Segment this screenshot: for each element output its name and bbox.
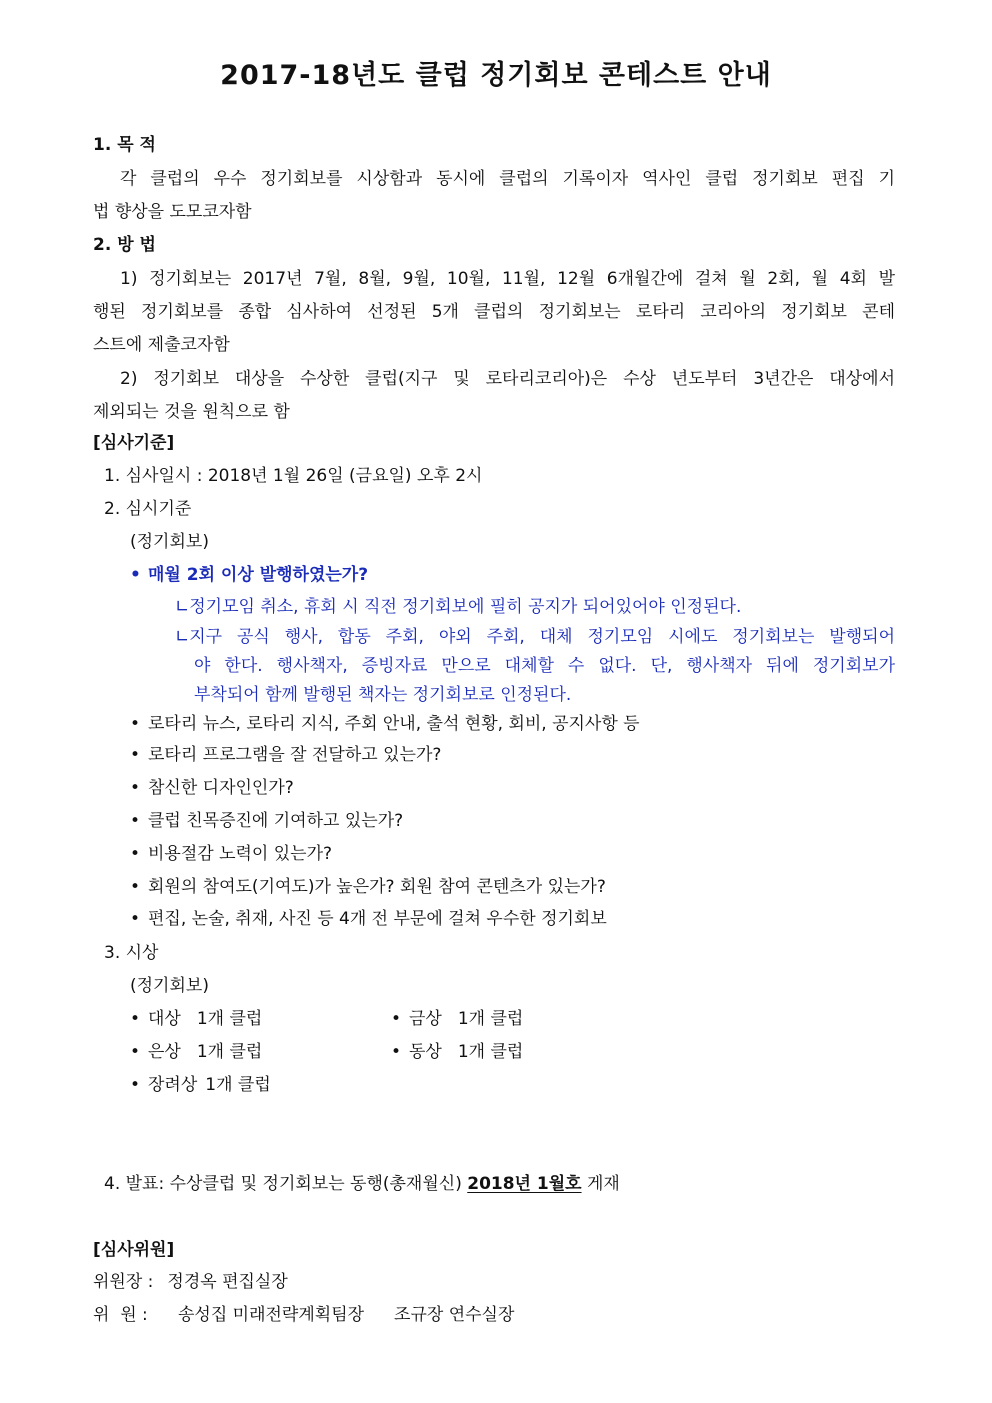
purpose-heading: 1. 목 적 [93, 135, 156, 155]
method-item1-line-3: 스트에 제출코자함 [93, 335, 230, 355]
chair-name: 정경옥 편집실장 [167, 1272, 288, 1292]
award-count: 1개 클럽 [205, 1075, 271, 1095]
award-name: 금상 [409, 1009, 442, 1029]
bullet-text: 참신한 디자인인가? [148, 778, 294, 798]
announcement-prefix: 4. 발표: 수상클럽 및 정기회보는 동행(총재월신) [104, 1174, 462, 1194]
document-title: 2017-18년도 클럽 정기회보 콘테스트 안내 [220, 60, 772, 91]
review-date: 1. 심사일시 : 2018년 1월 26일 (금요일) 오후 2시 [104, 466, 483, 486]
members-label: 위 원 : [93, 1305, 148, 1325]
announcement-suffix: 게재 [586, 1174, 620, 1194]
bullet-item [130, 907, 607, 931]
bullet-mark: • [130, 811, 141, 831]
standard-heading: 2. 심시기준 [104, 499, 192, 519]
announcement [104, 1172, 620, 1196]
bullet-text: 클럽 친목증진에 기여하고 있는가? [148, 811, 404, 831]
bullet-item [130, 809, 403, 833]
bullet-mark: • [130, 778, 141, 798]
bullet-item [130, 776, 294, 800]
purpose-line-2: 법 향상을 도모코자함 [93, 202, 252, 222]
bullet-item [130, 712, 640, 736]
note-cancel: ∟정기모임 취소, 휴회 시 직전 정기회보에 필히 공지가 되어있어야 인정된다. [175, 597, 742, 617]
award-gold [391, 1007, 523, 1031]
bullet-mark: • [130, 877, 141, 897]
bullet-mark: • [130, 565, 141, 585]
criteria-heading: [심사기준] [93, 433, 175, 453]
bullet-item [130, 842, 332, 866]
bullet-item [130, 875, 606, 899]
bullet-mark: • [391, 1042, 402, 1062]
award-encouragement [130, 1073, 271, 1097]
awards-heading: 3. 시상 [104, 943, 159, 963]
award-bronze [391, 1040, 523, 1064]
bullet-mark: • [130, 1009, 141, 1029]
method-item2-line-1: 2) 정기회보 대상을 수상한 클럽(지구 및 로타리코리아)은 수상 년도부터 3년간은 대상에서 [120, 369, 895, 389]
method-item1-line-1: 1) 정기회보는 2017년 7월, 8월, 9월, 10월, 11월, 12월 6개월간에 걸쳐 월 2회, 월 4회 발 [120, 269, 895, 289]
bullet-text: 편집, 논술, 취재, 사진 등 4개 전 부문에 걸쳐 우수한 정기회보 [148, 909, 607, 929]
award-grand [130, 1007, 262, 1031]
award-name: 장려상 [148, 1075, 198, 1095]
judges-members-row [93, 1303, 514, 1327]
judges-heading: [심사위원] [93, 1240, 175, 1260]
method-heading: 2. 방 법 [93, 235, 156, 255]
bullet-mark: • [130, 909, 141, 929]
member-2: 조규장 연수실장 [394, 1305, 515, 1325]
bullet-text: 회원의 참여도(기여도)가 높은가? 회원 참여 콘텐츠가 있는가? [148, 877, 606, 897]
awards-newsletter-label: (정기회보) [130, 976, 209, 996]
bullet-text: 로타리 뉴스, 로타리 지식, 주회 안내, 출석 현황, 회비, 공지사항 등 [148, 714, 640, 734]
bullet-mark: • [130, 714, 141, 734]
announcement-issue: 2018년 1월호 [467, 1174, 582, 1194]
award-count: 1개 클럽 [457, 1042, 524, 1062]
method-item2-line-2: 제외되는 것을 원칙으로 함 [93, 402, 290, 422]
bullet-monthly-text: 매월 2회 이상 발행하였는가? [148, 565, 369, 585]
bullet-text: 로타리 프로그램을 잘 전달하고 있는가? [148, 745, 442, 765]
note-official-line-2: 야 한다. 행사책자, 증빙자료 만으로 대체할 수 없다. 단, 행사책자 뒤에 정기회보가 [194, 656, 895, 676]
award-name: 은상 [148, 1042, 181, 1062]
award-name: 대상 [148, 1009, 181, 1029]
bullet-mark: • [391, 1009, 402, 1029]
note-official-line-1: ∟지구 공식 행사, 합동 주회, 야외 주회, 대체 정기모임 시에도 정기회보는 발행되어 [175, 627, 895, 647]
note-official-line-3: 부착되어 함께 발행된 책자는 정기회보로 인정된다. [194, 685, 572, 705]
award-name: 동상 [409, 1042, 442, 1062]
bullet-monthly [130, 563, 368, 587]
bullet-mark: • [130, 745, 141, 765]
award-silver [130, 1040, 262, 1064]
bullet-mark: • [130, 844, 141, 864]
award-count: 1개 클럽 [196, 1042, 263, 1062]
judges-chair-row [93, 1270, 288, 1294]
bullet-text: 비용절감 노력이 있는가? [148, 844, 333, 864]
purpose-line-1: 각 클럽의 우수 정기회보를 시상함과 동시에 클럽의 기록이자 역사인 클럽 정기회보 편집 기 [120, 169, 895, 189]
award-count: 1개 클럽 [457, 1009, 524, 1029]
bullet-item [130, 743, 441, 767]
newsletter-label: (정기회보) [130, 532, 209, 552]
method-item1-line-2: 행된 정기회보를 종합 심사하여 선정된 5개 클럽의 정기회보는 로타리 코리아의 정기회보 콘테 [93, 302, 895, 322]
member-1: 송성집 미래전략계획팀장 [178, 1305, 365, 1325]
bullet-mark: • [130, 1075, 141, 1095]
award-count: 1개 클럽 [196, 1009, 263, 1029]
bullet-mark: • [130, 1042, 141, 1062]
chair-label: 위원장 : [93, 1272, 154, 1292]
